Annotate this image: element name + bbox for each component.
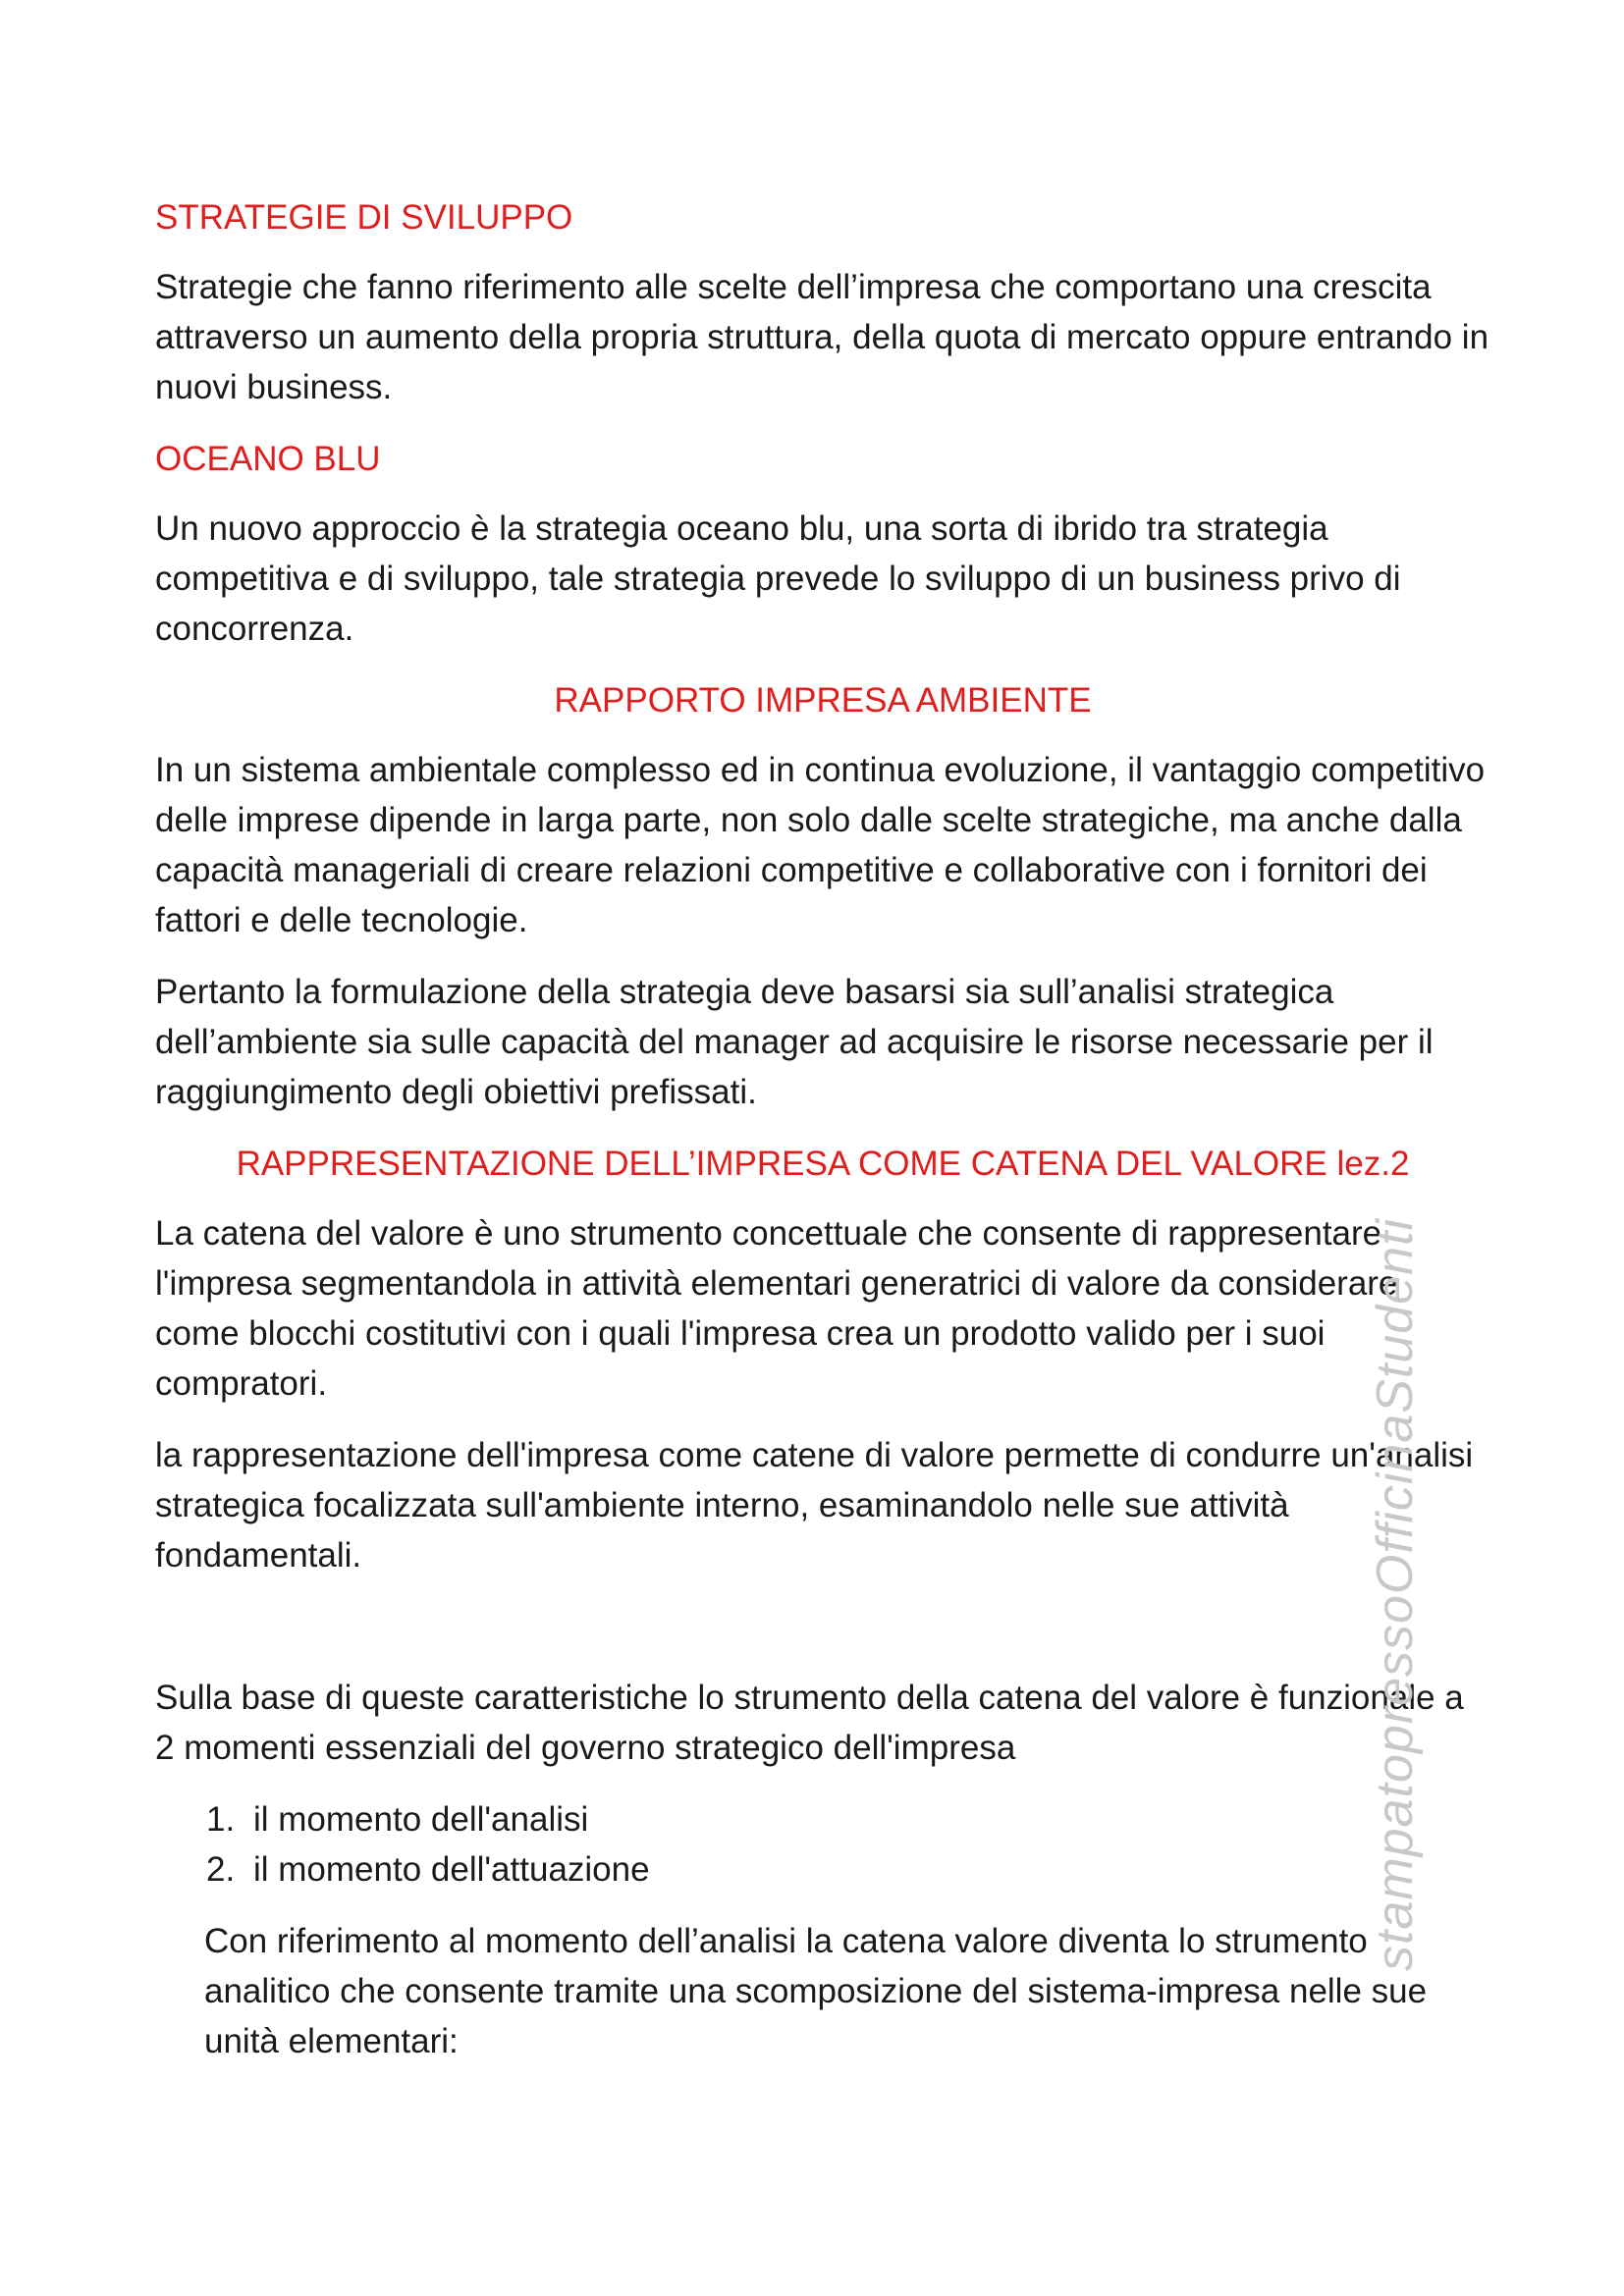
paragraph-oceano-blu: Un nuovo approccio è la strategia oceano blu, una sorta di ibrido tra strategia competitiva e di sviluppo, tale strategia prevede lo sviluppo di un business privo di concorrenza. (155, 509, 1401, 648)
heading-catena-del-valore: RAPPRESENTAZIONE DELL’IMPRESA COME CATENA DEL VALORE lez.2 (236, 1145, 1410, 1183)
list-item (206, 1794, 1490, 1844)
paragraph-catena-1: La catena del valore è uno strumento concettuale che consente di rappresentare l'impresa segmentandola in attività elementari generatrici di valore da considerare come blocchi costitutivi con i quali l'impresa crea un prodotto valido per i suoi compratori. (155, 1214, 1398, 1403)
paragraph-strategie-sviluppo: Strategie che fanno riferimento alle scelte dell’impresa che comportano una crescita attraverso un aumento della propria struttura, della quota di mercato oppure entrando in nuovi business. (155, 268, 1489, 406)
list-item-label: il momento dell'attuazione (253, 1850, 650, 1889)
list-item (206, 1844, 1490, 1895)
heading-rapporto-impresa-ambiente: RAPPORTO IMPRESA AMBIENTE (554, 681, 1092, 720)
paragraph-rapporto-2: Pertanto la formulazione della strategia deve basarsi sia sull’analisi strategica dell’ambiente sia sulle capacità del manager ad acquisire le risorse necessarie per il raggiungimento degli obiettivi prefissati. (155, 973, 1434, 1111)
heading-oceano-blu: OCEANO BLU (155, 440, 381, 478)
list-item-number: 1. (206, 1800, 236, 1839)
document-body (155, 192, 1490, 2088)
watermark-text: stampatopressoOfficinaStudenti (1367, 1217, 1424, 1971)
list-item-label: il momento dell'analisi (253, 1800, 589, 1839)
watermark (1366, 1166, 1424, 1971)
paragraph-catena-2: la rappresentazione dell'impresa come catene di valore permette di condurre un'analisi strategica focalizzata sull'ambiente interno, esaminandolo nelle sue attività fondamentali. (155, 1436, 1474, 1575)
list-item-number: 2. (206, 1850, 236, 1889)
paragraph-rapporto-1: In un sistema ambientale complesso ed in continua evoluzione, il vantaggio competitivo delle imprese dipende in larga parte, non solo dalle scelte strategiche, ma anche dalla capacità manageriali di creare relazioni competitive e collaborative con i fornitori dei fattori e delle tecnologie. (155, 751, 1486, 939)
paragraph-catena-4: Con riferimento al momento dell’analisi la catena valore diventa lo strumento analitico che consente tramite una scomposizione del sistema-impresa nelle sue unità elementari: (204, 1922, 1428, 2060)
moments-list (155, 1794, 1490, 1895)
paragraph-catena-3: Sulla base di queste caratteristiche lo strumento della catena del valore è funzionale a 2 momenti essenziali del governo strategico dell'impresa (155, 1679, 1464, 1767)
heading-strategie-sviluppo: STRATEGIE DI SVILUPPO (155, 198, 573, 237)
